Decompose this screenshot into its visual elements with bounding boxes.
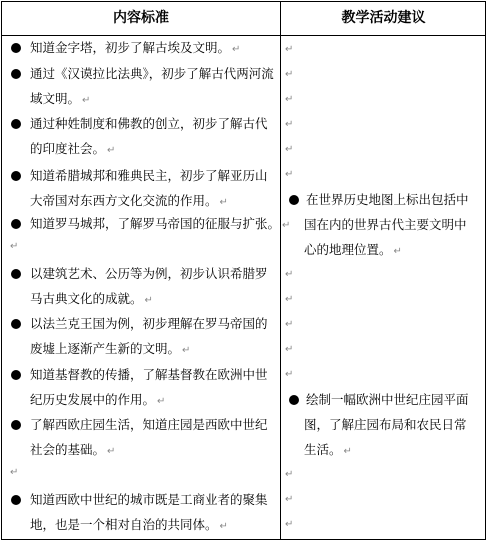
header-rule [2, 35, 485, 36]
paragraph-mark: ↵ [393, 246, 402, 257]
content-standard-text: 知道罗马城邦，了解罗马帝国的征服与扩张。 [30, 216, 281, 231]
empty-paragraph-mark: ↵ [285, 94, 294, 105]
content-standard-text: 地，也是一个相对自治的共同体。 [30, 517, 218, 532]
paragraph-mark: ↵ [219, 521, 228, 532]
empty-paragraph-mark: ↵ [285, 494, 294, 505]
paragraph-mark: ↵ [282, 220, 291, 231]
empty-paragraph-mark: ↵ [285, 294, 294, 305]
activity-suggestion-text: 绘制一幅欧洲中世纪庄园平面 [306, 392, 469, 407]
empty-paragraph-mark: ↵ [285, 144, 294, 155]
content-standard-text: 以建筑艺术、公历等为例，初步认识希腊罗 [30, 266, 268, 281]
content-standard-text: 知道希腊城邦和雅典民主，初步了解亚历山 [30, 168, 268, 183]
content-standard-text: 大帝国对东西方文化交流的作用。 [30, 193, 218, 208]
content-standard-line [30, 367, 268, 383]
content-standard-text: 的印度社会。 [30, 141, 106, 156]
empty-paragraph-mark: ↵ [285, 344, 294, 355]
content-standard-text: 知道西欧中世纪的城市既是工商业者的聚集 [30, 492, 268, 507]
content-standard-line [30, 216, 290, 234]
bullet-icon [11, 269, 21, 279]
empty-paragraph-mark: ↵ [285, 469, 294, 480]
paragraph-mark: ↵ [144, 295, 153, 306]
column-divider [280, 2, 281, 539]
bullet-icon [11, 119, 21, 129]
content-standard-line [30, 40, 240, 58]
activity-suggestion-line [306, 192, 469, 208]
bullet-icon [289, 195, 299, 205]
empty-paragraph-mark: ↵ [10, 467, 19, 478]
empty-paragraph-mark: ↵ [285, 369, 294, 380]
content-standard-line [30, 392, 165, 410]
content-standard-text: 社会的基础。 [30, 442, 106, 457]
paragraph-mark: ↵ [343, 446, 352, 457]
bullet-icon [11, 171, 21, 181]
content-standard-line [30, 91, 90, 109]
activity-suggestion-line [304, 242, 402, 260]
content-standard-line [30, 193, 228, 211]
activity-suggestion-line [306, 392, 469, 408]
content-standard-line [30, 517, 228, 535]
empty-paragraph-mark: ↵ [285, 119, 294, 130]
content-standard-line [30, 141, 115, 159]
bullet-icon [289, 395, 299, 405]
empty-paragraph-mark: ↵ [285, 44, 294, 55]
content-standard-line [30, 266, 268, 282]
content-standard-line [30, 492, 268, 508]
empty-paragraph-mark: ↵ [285, 269, 294, 280]
content-standard-line [30, 116, 268, 132]
activity-suggestion-text: 生活。 [304, 442, 342, 457]
content-standard-text: 纪历史发展中的作用。 [30, 392, 156, 407]
activity-suggestion-text: 在世界历史地图上标出包括中 [306, 192, 469, 207]
content-standard-text: 通过《汉谟拉比法典》，初步了解古代两河流 [30, 66, 274, 81]
curriculum-table [1, 1, 486, 540]
paragraph-mark: ↵ [182, 345, 191, 356]
content-standard-text: 域文明。 [30, 91, 81, 106]
paragraph-mark: ↵ [107, 145, 116, 156]
paragraph-mark: ↵ [82, 95, 91, 106]
content-standard-line [30, 168, 268, 184]
empty-paragraph-mark: ↵ [10, 241, 19, 252]
paragraph-mark: ↵ [232, 44, 241, 55]
bullet-icon [11, 370, 21, 380]
empty-paragraph-mark: ↵ [285, 69, 294, 80]
content-standard-text: 马古典文化的成就。 [30, 291, 143, 306]
bullet-icon [11, 420, 21, 430]
content-standard-text: 通过种姓制度和佛教的创立，初步了解古代 [30, 116, 268, 131]
content-standard-text: 了解西欧庄园生活，知道庄园是西欧中世纪 [30, 417, 268, 432]
bullet-icon [11, 319, 21, 329]
content-standard-text: 知道基督教的传播，了解基督教在欧洲中世 [30, 367, 268, 382]
content-standard-line [30, 291, 153, 309]
bullet-icon [11, 43, 21, 53]
activity-suggestion-text: 图，了解庄园布局和农民日常 [304, 417, 467, 432]
content-standard-text: 废墟上逐渐产生新的文明。 [30, 341, 181, 356]
content-standard-line [30, 341, 190, 359]
activity-suggestion-line [304, 417, 467, 433]
activity-suggestion-text: 国在内的世界古代主要文明中 [304, 217, 467, 232]
content-standard-text: 知道金字塔，初步了解古埃及文明。 [30, 40, 231, 55]
bullet-icon [11, 495, 21, 505]
bullet-icon [11, 219, 21, 229]
content-standard-line [30, 417, 268, 433]
paragraph-mark: ↵ [157, 396, 166, 407]
header-content-standards: 内容标准 [113, 10, 169, 26]
paragraph-mark: ↵ [107, 446, 116, 457]
empty-paragraph-mark: ↵ [285, 169, 294, 180]
content-standard-line [30, 66, 274, 82]
bullet-icon [11, 69, 21, 79]
header-activity-suggestions: 教学活动建议 [341, 10, 426, 26]
content-standard-line [30, 316, 268, 332]
content-standard-text: 以法兰克王国为例，初步理解在罗马帝国的 [30, 316, 268, 331]
empty-paragraph-mark: ↵ [285, 319, 294, 330]
activity-suggestion-text: 心的地理位置。 [304, 242, 392, 257]
paragraph-mark: ↵ [219, 197, 228, 208]
activity-suggestion-line [304, 442, 352, 460]
content-standard-line [30, 442, 115, 460]
activity-suggestion-line [304, 217, 467, 233]
empty-paragraph-mark: ↵ [285, 519, 294, 530]
